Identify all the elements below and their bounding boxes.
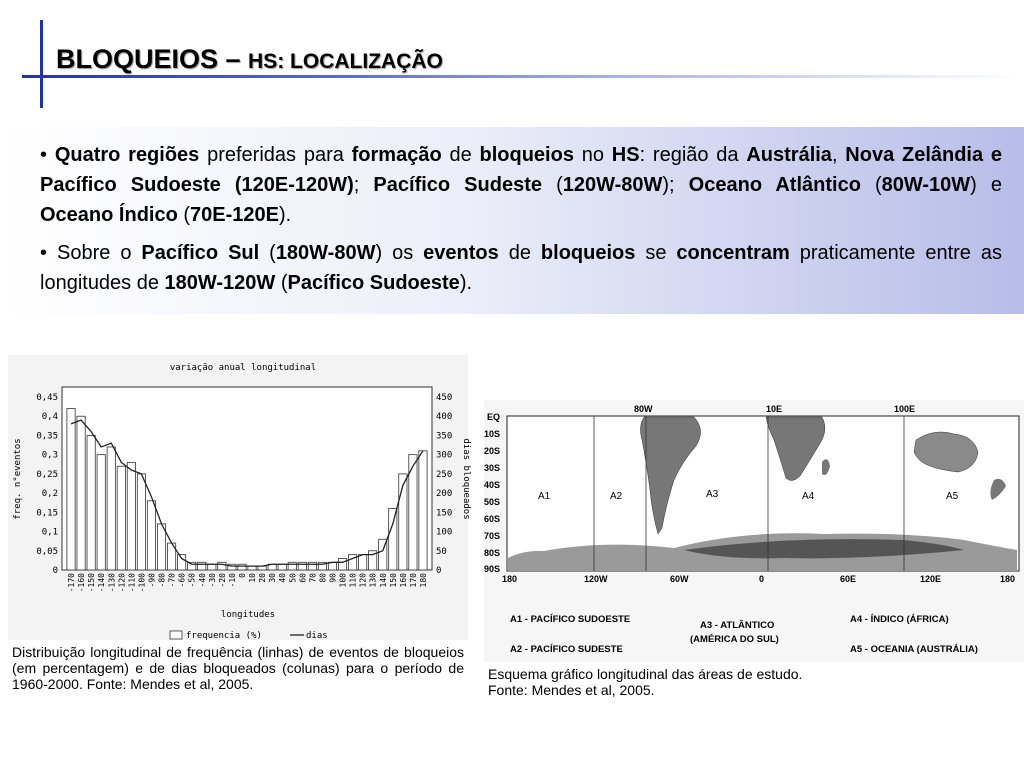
b1-t5: bloqueios [479,144,574,166]
map-caption-line2: Fonte: Mendes et al, 2005. [488,682,655,698]
x-tick-label: -70 [167,573,177,588]
x-tick-label: 40 [278,573,288,583]
bottom-lon-label: 180 [1000,574,1016,584]
bar-dias [87,435,95,570]
b2-t13: ( [275,272,288,294]
y-tick-label: 0 [52,566,58,576]
y2-tick-label: 0 [436,566,442,576]
x-tick-label: -90 [147,573,157,588]
b2-t10: concentram [676,242,790,264]
legend-a3-sub: (AMÉRICA DO SUL) [690,634,779,645]
area-label-a4: A4 [802,491,815,502]
x-tick-label: 90 [328,573,338,583]
lat-label: 90S [484,564,501,574]
b1-t11: Nova Zelândia e Pacífico Sudoeste (120E-120W) [40,144,1003,196]
b2-t6: eventos [423,242,499,264]
b1-t16: ); [662,174,689,196]
lat-label: EQ [487,412,501,422]
latitude-labels [484,412,500,574]
lat-label: 80S [484,548,501,558]
x-tick-label: -170 [67,573,77,593]
bar-dias [117,466,125,570]
x-tick-label: -30 [207,573,217,588]
lat-label: 30S [484,463,501,473]
y2-tick-label: 400 [436,412,453,423]
x-tick-label: -120 [117,573,127,593]
lat-label: 60S [484,514,501,524]
b1-t18: ( [860,174,882,196]
b1-t12: ; [353,174,374,196]
top-longitude-labels [634,404,915,414]
x-axis-label: longitudes [220,610,276,620]
bar-dias [338,558,346,570]
b1-t6: no [573,144,612,166]
x-tick-label: -60 [177,573,187,588]
lat-label: 40S [484,480,501,490]
bar-dias [419,451,427,570]
x-tick-label: 30 [268,573,278,583]
b1-t4: de [441,144,480,166]
x-tick-label: -10 [227,573,237,588]
study-areas-map-figure [484,400,1024,662]
chart-caption: Distribuição longitudinal de frequência (linhas) de eventos de bloqueios (em percentagem) e de dias bloqueados (colunas) para o período de 1960-2000. Fonte: Mendes et al, 2005. [12,644,464,692]
bottom-lon-label: 120E [920,574,942,584]
bar-dias [178,555,186,570]
legend-a1: A1 - PACÍFICO SUDOESTE [510,614,631,625]
map-legend [510,614,978,655]
x-tick-label: 120 [358,573,368,588]
x-tick-label: 140 [378,573,388,588]
b2-t5: ) os [375,242,424,264]
x-tick-label: -150 [87,573,97,593]
x-tick-label: 110 [348,573,358,588]
bar-dias [208,564,216,570]
title-accent-bar [40,20,43,108]
b2-t7: de [498,242,541,264]
legend-a4: A4 - ÍNDICO (ÁFRICA) [850,614,949,625]
x-tick-label: 160 [398,573,408,588]
bottom-lon-label: 0 [759,574,765,584]
study-areas-map [484,400,1024,662]
b1-t15: 120W-80W [562,174,663,196]
legend-swatch-frequencia [170,631,182,639]
y2-tick-label: 200 [436,489,453,500]
x-tick-label: -80 [157,573,167,588]
area-label-a5: A5 [946,491,959,502]
bullet-marker: • [40,144,48,166]
y2-tick-label: 250 [436,469,453,480]
y-tick-label: 0,1 [41,527,58,538]
b1-t10: , [831,144,846,166]
x-tick-label: 10 [248,573,258,583]
y-axis-label: freq. n°eventos [13,438,23,520]
y2-tick-label: 300 [436,450,453,461]
lat-label: 70S [484,531,501,541]
legend-label-frequencia: frequencia (%) [186,631,262,641]
bullet-item-1 [40,140,1002,230]
lat-label: 50S [484,497,501,507]
bar-dias [147,501,155,570]
area-label-a2: A2 [610,491,623,502]
b2-t2: Pacífico Sul [141,242,260,264]
x-tick-label: 70 [308,573,318,583]
x-tick-label: -160 [77,573,87,593]
y-tick-label: 0,4 [41,412,58,423]
y-tick-label: 0,45 [36,393,58,403]
bottom-lon-label: 120W [584,574,608,584]
x-tick-label: 100 [338,573,348,588]
legend-a2: A2 - PACÍFICO SUDESTE [510,644,623,655]
x-tick-label: 0 [237,573,247,578]
y-tick-label: 0,3 [41,450,58,461]
b1-t13: Pacífico Sudeste [373,174,542,196]
bar-dias [188,562,196,570]
x-tick-label: -40 [197,573,207,588]
title-underline [22,75,1022,78]
bullet-list [40,140,1002,306]
b1-t8: : região da [639,144,747,166]
title-sub: HS: LOCALIZAÇÃO [248,50,443,73]
bottom-lon-label: 60E [840,574,857,584]
b1-t20: ) e [970,174,1003,196]
y2-tick-label: 150 [436,508,453,519]
b1-t1: Quatro regiões [54,144,200,166]
y2-tick-label: 350 [436,431,453,442]
x-tick-label: 20 [258,573,268,583]
x-tick-label: 130 [368,573,378,588]
b1-t2: preferidas para [199,144,352,166]
bar-dias [278,564,286,570]
y2-tick-label: 450 [436,393,453,403]
y2-tick-label: 50 [436,546,447,557]
bottom-lon-label: 60W [670,574,689,584]
b2-t9: se [635,242,677,264]
b1-t14: ( [542,174,563,196]
top-lon-label: 100E [894,404,916,414]
b1-t17: Oceano Atlântico [688,174,861,196]
legend-label-dias: dias [306,631,328,641]
map-caption-line1: Esquema gráfico longitudinal das áreas de estudo. [488,666,803,682]
b2-t8: bloqueios [540,242,636,264]
bar-dias [298,562,306,570]
b2-t15: ). [459,272,473,294]
bar-dias [399,474,407,570]
bar-dias [127,462,135,570]
b1-t22: ( [177,204,191,226]
bar-dias [67,409,75,570]
lat-label: 10S [484,429,501,439]
bottom-lon-label: 180 [502,574,518,584]
b1-t24: ). [279,204,292,226]
x-tick-label: -20 [217,573,227,588]
bar-dias [198,562,206,570]
longitudinal-chart-figure [8,355,471,641]
top-lon-label: 10E [766,404,783,414]
x-tick-label: -50 [187,573,197,588]
area-label-a1: A1 [538,491,551,502]
b1-t21: Oceano Índico [40,204,178,226]
b2-t4: 180W-80W [275,242,376,264]
bar-dias [238,564,246,570]
bar-dias [389,508,397,570]
chart-title: variação anual longitudinal [169,363,317,373]
y2-tick-label: 100 [436,527,453,538]
x-tick-label: 150 [388,573,398,588]
bar-dias [359,555,367,570]
bar-dias [308,562,316,570]
b1-t19: 80W-10W [881,174,971,196]
b1-t23: 70E-120E [190,204,279,226]
legend-a3: A3 - ATLÂNTICO [700,620,775,631]
y-tick-label: 0,35 [36,431,58,442]
b2-t14: Pacífico Sudoeste [287,272,460,294]
y-tick-label: 0,05 [36,546,58,557]
x-tick-label: -110 [127,573,137,593]
x-tick-label: -100 [137,573,147,593]
x-tick-label: -130 [107,573,117,593]
bar-dias [218,562,226,570]
bar-dias [77,416,85,570]
x-tick-label: 170 [408,573,418,588]
b1-t7: HS [611,144,640,166]
b1-t9: Austrália [746,144,832,166]
b2-t11: praticamente entre as longitudes de [40,242,1002,294]
bar-dias [288,562,296,570]
bar-dias [137,474,145,570]
b2-t1: Sobre o [56,242,142,264]
longitudinal-chart [8,355,471,641]
bottom-longitude-labels [502,574,1015,584]
map-caption [488,666,1008,698]
chart-legend [170,631,328,641]
slide-title [56,44,443,75]
x-tick-label: -140 [97,573,107,593]
x-tick-label: 180 [418,573,428,588]
b1-t3: formação [351,144,442,166]
b2-t12: 180W-120W [164,272,276,294]
y-tick-label: 0,2 [41,489,58,500]
bar-dias [107,447,115,570]
x-tick-label: 50 [288,573,298,583]
y-tick-label: 0,25 [36,469,58,480]
x-tick-label: 80 [318,573,328,583]
bullet-item-2 [40,238,1002,298]
bullet-marker: • [40,242,48,264]
legend-a5: A5 - OCEANIA (AUSTRÁLIA) [850,644,978,655]
bar-dias [97,455,105,570]
y2-axis-label: dias bloqueados [461,438,471,520]
b2-t3: ( [259,242,276,264]
bar-dias [157,524,165,570]
y-tick-label: 0,15 [36,508,58,519]
title-main: BLOQUEIOS – [56,44,249,74]
area-label-a3: A3 [706,489,719,500]
x-tick-label: 60 [298,573,308,583]
top-lon-label: 80W [634,404,653,414]
lat-label: 20S [484,446,501,456]
